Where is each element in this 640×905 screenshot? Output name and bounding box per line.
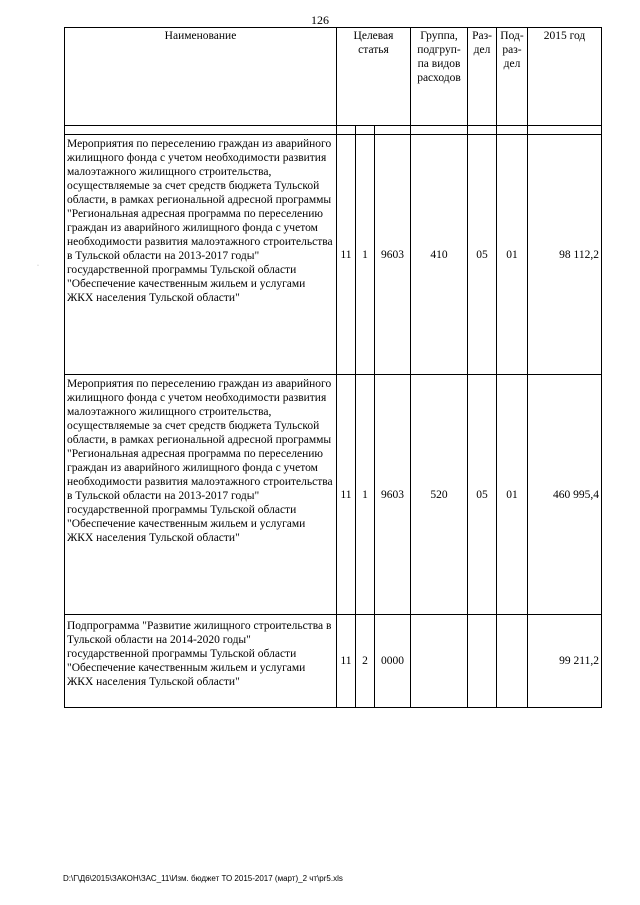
row-amount: 460 995,4 [528, 375, 602, 615]
row-group: 520 [411, 375, 468, 615]
row-section: 05 [468, 135, 497, 375]
row-name: Мероприятия по переселению граждан из аварийного жилищного фонда с учетом необходимости развития малоэтажного жилищного строительства, осуществляемые за счет средств бюджета Тульской области, в рамках региональной адресной программы "Региональная адресная программа по переселению граждан из аварийного жилищного фонда с учетом необходимости развития малоэтажного строительства в Тульской области на 2013-2017 годы" государственной программы Тульской области "Обеспечение качественным жильем и услугами ЖКХ населения Тульской области" [65, 135, 337, 375]
table-row [65, 615, 602, 708]
page-number: 126 [311, 13, 329, 27]
row-target-program: 11 [337, 615, 356, 708]
row-target-code: 9603 [375, 135, 411, 375]
row-target-program: 11 [337, 375, 356, 615]
header-section: Раз-дел [468, 28, 497, 126]
row-target-subprogram: 1 [356, 135, 375, 375]
row-amount: 99 211,2 [528, 615, 602, 708]
row-section: 05 [468, 375, 497, 615]
header-year: 2015 год [528, 28, 602, 126]
row-group: 410 [411, 135, 468, 375]
table-header-row [65, 28, 602, 126]
header-group: Группа, подгруп-па видов расходов [411, 28, 468, 126]
table-row [65, 135, 602, 375]
header-name: Наименование [65, 28, 337, 126]
table-row [65, 375, 602, 615]
row-subsection: 01 [497, 135, 528, 375]
row-target-program: 11 [337, 135, 356, 375]
row-target-code: 0000 [375, 615, 411, 708]
row-target-subprogram: 2 [356, 615, 375, 708]
file-path-footer: D:\Г\Д6\2015\ЗАКОН\ЗАС_11\Изм. бюджет ТО 2015-2017 (март)_2 чт\pr5.xls [63, 874, 343, 883]
row-target-code: 9603 [375, 375, 411, 615]
row-name: Подпрограмма "Развитие жилищного строительства в Тульской области на 2014-2020 годы" государственной программы Тульской области "Обеспечение качественным жильем и услугами ЖКХ населения Тульской области" [65, 615, 337, 708]
row-group [411, 615, 468, 708]
margin-mark: · [37, 263, 39, 269]
row-name: Мероприятия по переселению граждан из аварийного жилищного фонда с учетом необходимости развития малоэтажного жилищного строительства, осуществляемые за счет средств бюджета Тульской области, в рамках региональной адресной программы "Региональная адресная программа по переселению граждан из аварийного жилищного фонда с учетом необходимости развития малоэтажного строительства в Тульской области на 2013-2017 годы" государственной программы Тульской области "Обеспечение качественным жильем и услугами ЖКХ населения Тульской области" [65, 375, 337, 615]
row-amount: 98 112,2 [528, 135, 602, 375]
row-subsection: 01 [497, 375, 528, 615]
budget-table [64, 27, 602, 708]
header-target: Целевая статья [337, 28, 411, 126]
row-section [468, 615, 497, 708]
header-subsection: Под-раз-дел [497, 28, 528, 126]
row-target-subprogram: 1 [356, 375, 375, 615]
table-spacer-row [65, 126, 602, 135]
row-subsection [497, 615, 528, 708]
